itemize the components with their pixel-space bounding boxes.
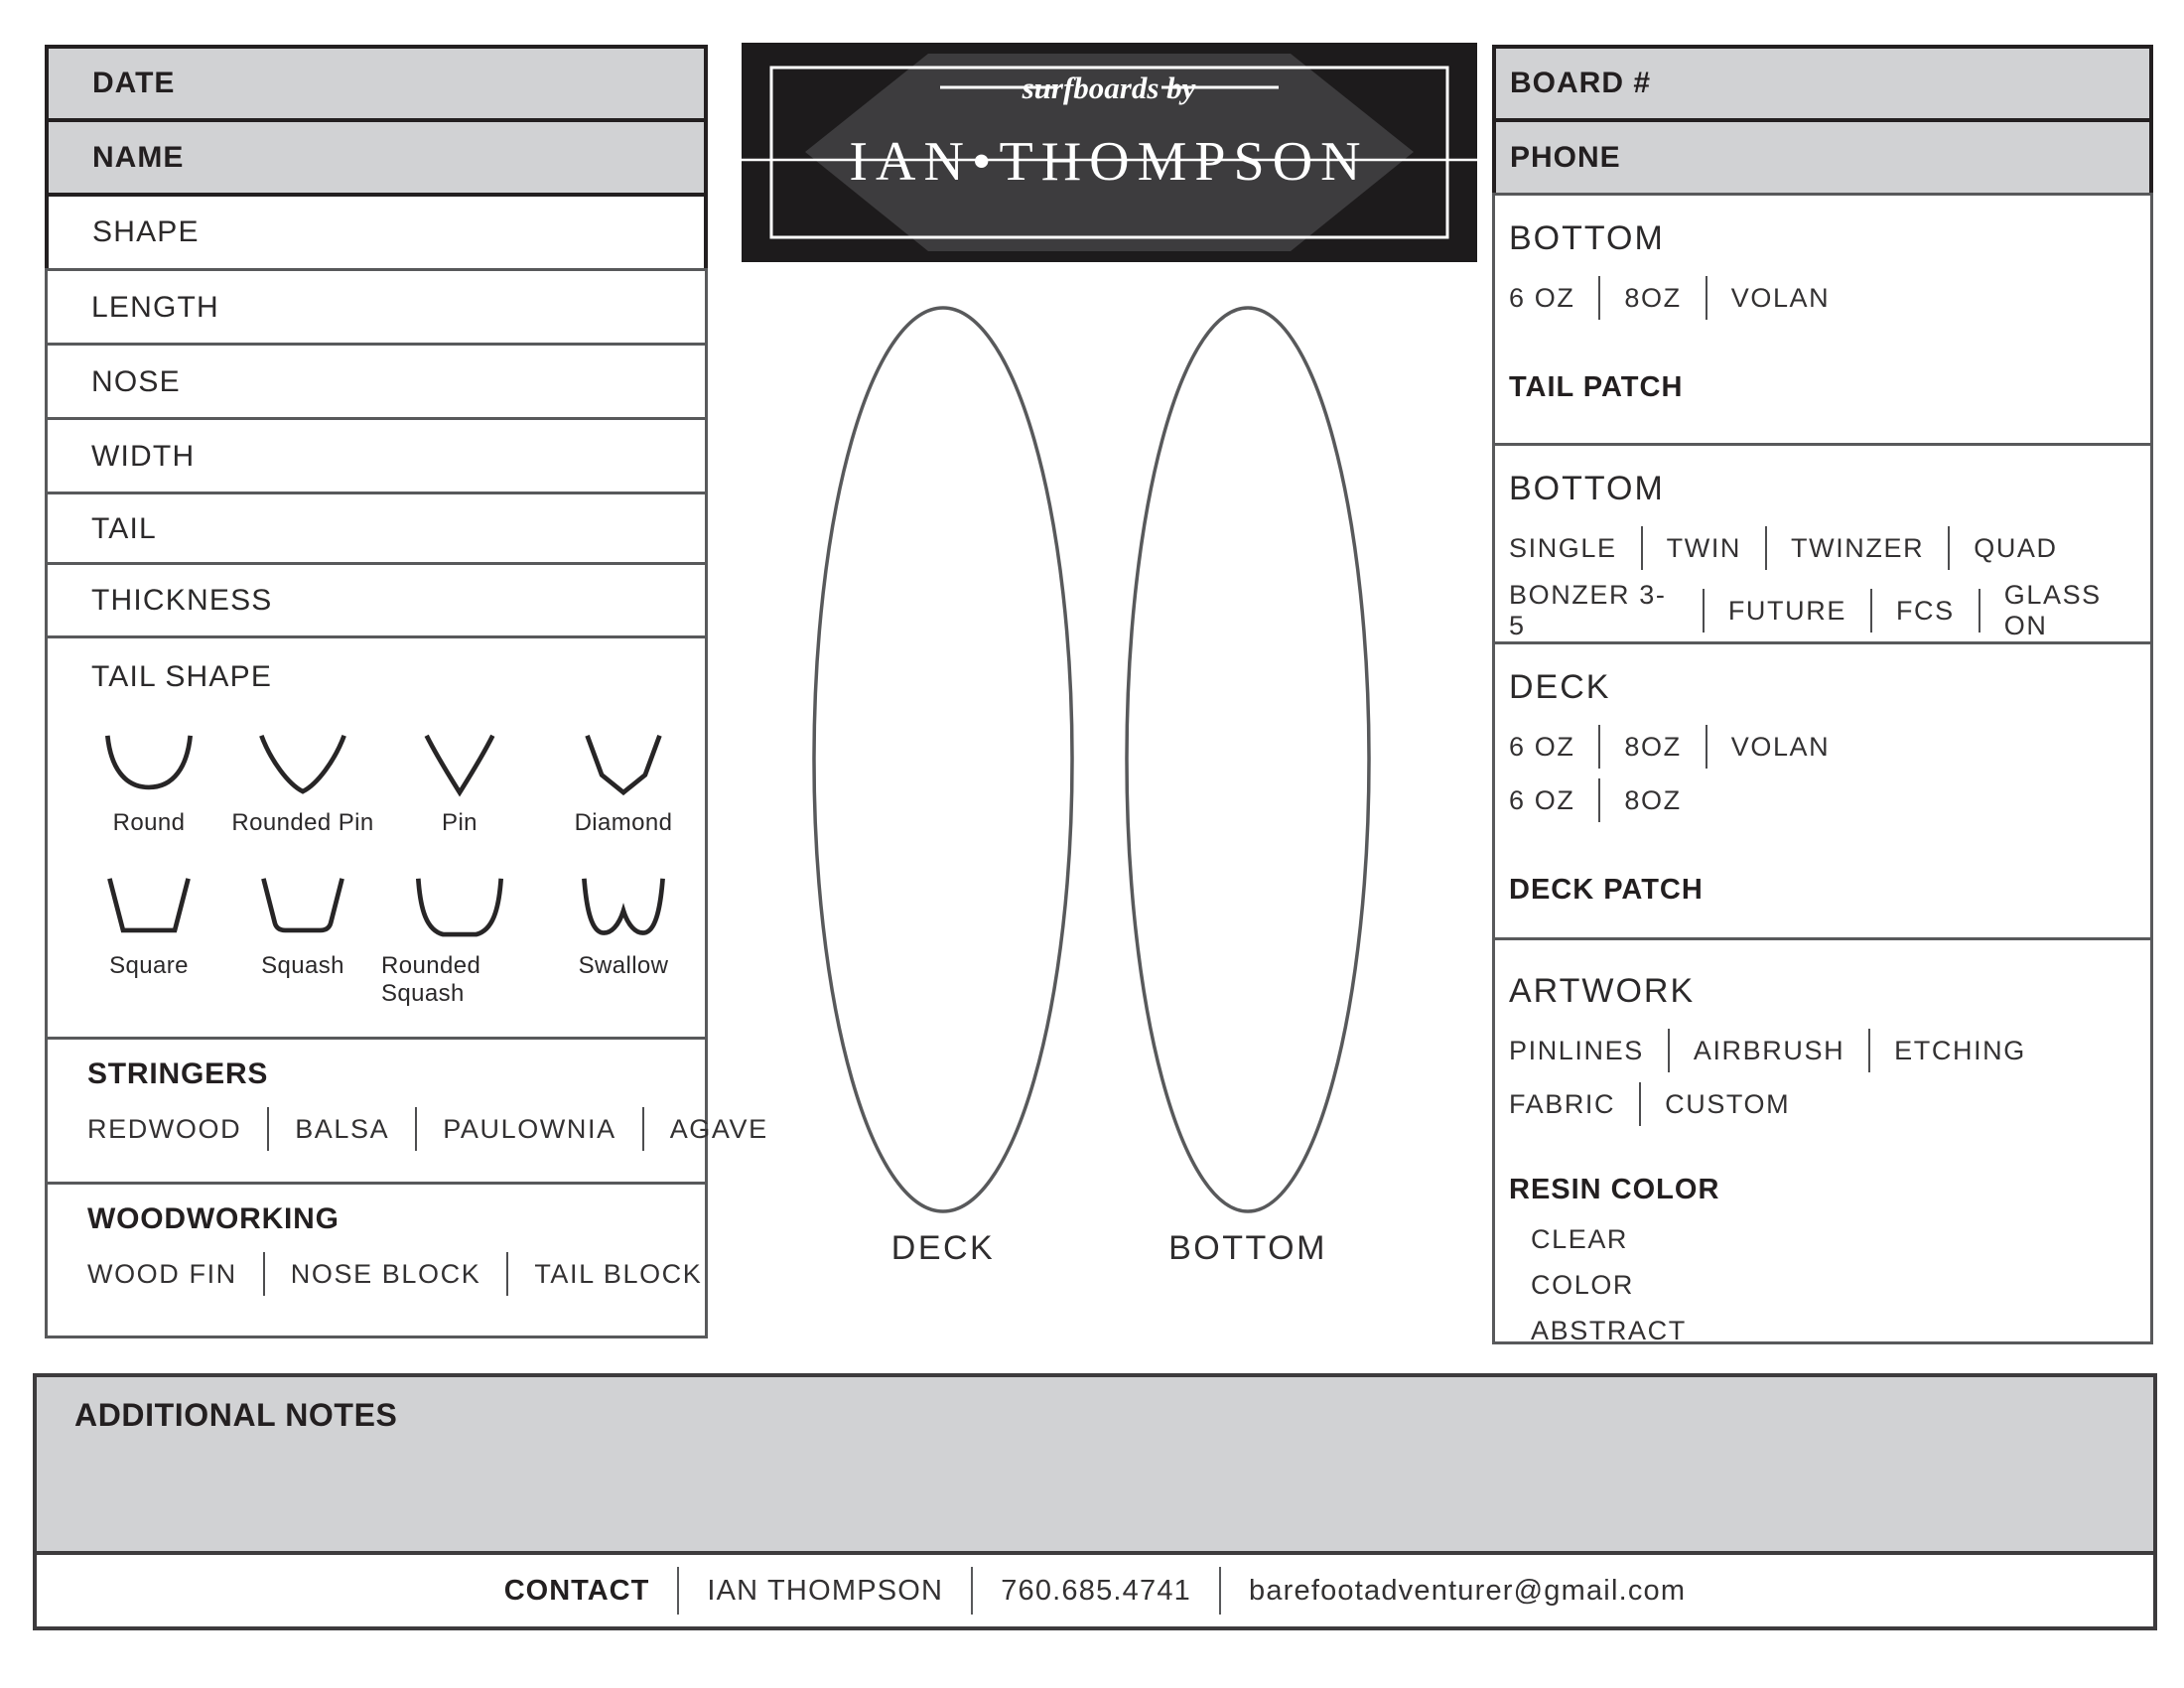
deck-title: DECK bbox=[1509, 668, 1611, 706]
divider bbox=[1979, 589, 1980, 633]
tail-shape-option-rounded-pin[interactable] bbox=[224, 732, 381, 837]
stringers-title: STRINGERS bbox=[87, 1057, 269, 1090]
tail-shape-label: TAIL SHAPE bbox=[91, 660, 273, 693]
deck-glass-section bbox=[1492, 641, 2153, 941]
divider bbox=[677, 1567, 679, 1615]
rounded-pin-tail-icon bbox=[253, 732, 352, 797]
stringer-option[interactable]: BALSA bbox=[295, 1113, 390, 1144]
stringers-section bbox=[45, 1037, 768, 1186]
bottom-glass-section bbox=[1492, 193, 2153, 447]
resin-color-label: RESIN COLOR bbox=[1509, 1174, 1720, 1205]
tail-shape-option-label: Round bbox=[112, 809, 186, 836]
date-field[interactable] bbox=[45, 45, 708, 122]
bottom-outline bbox=[1127, 308, 1369, 1211]
fin-system-options bbox=[1509, 580, 2150, 641]
additional-notes-label: ADDITIONAL NOTES bbox=[74, 1397, 398, 1433]
nose-label: NOSE bbox=[91, 364, 181, 398]
bottom-glass-options bbox=[1509, 276, 2150, 320]
glass-option[interactable]: 6 OZ bbox=[1509, 282, 1575, 313]
shape-field[interactable] bbox=[45, 193, 708, 272]
divider bbox=[1870, 589, 1872, 633]
divider bbox=[1703, 589, 1705, 633]
tail-shape-option-label: Rounded Pin bbox=[231, 809, 374, 836]
divider bbox=[642, 1107, 644, 1151]
woodworking-section bbox=[45, 1182, 708, 1338]
woodworking-option[interactable]: WOOD FIN bbox=[87, 1258, 237, 1289]
contact-phone: 760.685.4741 bbox=[1001, 1574, 1191, 1607]
fin-option[interactable]: FUTURE bbox=[1727, 595, 1846, 626]
right-column bbox=[1492, 45, 2153, 1344]
artwork-option[interactable]: FABRIC bbox=[1509, 1088, 1616, 1119]
tail-field[interactable] bbox=[45, 492, 708, 566]
tail-shape-option-label: Rounded Squash bbox=[381, 952, 481, 1007]
brand-logo-graphic bbox=[742, 43, 1477, 262]
left-column bbox=[45, 45, 768, 1338]
fin-option[interactable]: TWIN bbox=[1666, 532, 1742, 563]
tail-shape-option-label: Swallow bbox=[578, 952, 669, 979]
woodworking-title: WOODWORKING bbox=[87, 1202, 340, 1235]
fin-option[interactable]: QUAD bbox=[1974, 532, 2058, 563]
name-field[interactable] bbox=[45, 118, 708, 197]
bottom-diagram-label: BOTTOM bbox=[1168, 1229, 1327, 1267]
fin-option[interactable]: FCS bbox=[1895, 595, 1955, 626]
fin-setup-options bbox=[1509, 526, 2150, 570]
divider bbox=[1706, 276, 1707, 320]
tail-shape-option-label: Square bbox=[109, 952, 189, 979]
tail-shape-option-pin[interactable] bbox=[381, 732, 538, 837]
contact-email: barefootadventurer@gmail.com bbox=[1249, 1574, 1687, 1607]
stringers-options bbox=[87, 1107, 768, 1151]
squash-tail-icon bbox=[253, 875, 352, 940]
divider bbox=[263, 1252, 265, 1296]
fin-option[interactable]: TWINZER bbox=[1791, 532, 1925, 563]
tail-shape-option-label: Diamond bbox=[574, 809, 673, 836]
name-label: NAME bbox=[92, 140, 185, 174]
length-field[interactable] bbox=[45, 268, 708, 347]
contact-bar bbox=[37, 1551, 2153, 1626]
rounded-squash-tail-icon bbox=[410, 875, 509, 940]
glass-option[interactable]: 8OZ bbox=[1624, 784, 1682, 815]
resin-color-options bbox=[1509, 1216, 2150, 1353]
divider bbox=[1598, 778, 1600, 822]
width-label: WIDTH bbox=[91, 439, 196, 473]
tail-shape-option-rounded-squash[interactable] bbox=[381, 875, 538, 1008]
deck-patch-label[interactable]: DECK PATCH bbox=[1509, 874, 1704, 906]
glass-option[interactable]: 8OZ bbox=[1624, 282, 1682, 313]
deck-outline bbox=[814, 308, 1072, 1211]
divider bbox=[971, 1567, 973, 1615]
tail-patch-label[interactable]: TAIL PATCH bbox=[1509, 371, 1684, 403]
board-number-field[interactable] bbox=[1492, 45, 2153, 122]
stringer-option[interactable]: PAULOWNIA bbox=[443, 1113, 616, 1144]
tail-label: TAIL bbox=[91, 511, 157, 545]
diamond-tail-icon bbox=[574, 732, 673, 797]
divider bbox=[1219, 1567, 1221, 1615]
tail-shape-option-diamond[interactable] bbox=[538, 732, 709, 837]
fin-option[interactable]: SINGLE bbox=[1509, 532, 1617, 563]
divider bbox=[506, 1252, 508, 1296]
swallow-tail-icon bbox=[574, 875, 673, 940]
thickness-label: THICKNESS bbox=[91, 584, 273, 617]
nose-field[interactable] bbox=[45, 343, 708, 421]
date-label: DATE bbox=[92, 67, 176, 99]
tail-shape-option-swallow[interactable] bbox=[538, 875, 709, 1008]
board-outline-diagrams bbox=[794, 298, 1390, 1221]
pin-tail-icon bbox=[410, 732, 509, 797]
artwork-option[interactable]: AIRBRUSH bbox=[1693, 1035, 1845, 1065]
round-tail-icon bbox=[99, 732, 199, 797]
artwork-options-2 bbox=[1509, 1082, 2150, 1126]
bottom-glass-title: BOTTOM bbox=[1509, 219, 1665, 257]
tail-shape-option-label: Pin bbox=[442, 809, 478, 836]
thickness-field[interactable] bbox=[45, 562, 708, 639]
width-field[interactable] bbox=[45, 417, 708, 495]
divider bbox=[415, 1107, 417, 1151]
additional-notes-field[interactable] bbox=[37, 1377, 2153, 1551]
deck-diagram-label: DECK bbox=[890, 1229, 996, 1267]
deck-glass-options-2 bbox=[1509, 778, 2150, 822]
bottom-fin-title: BOTTOM bbox=[1509, 470, 1665, 507]
board-number-label: BOARD # bbox=[1510, 67, 1652, 99]
shape-label: SHAPE bbox=[92, 215, 200, 248]
tail-shape-option-round[interactable] bbox=[73, 732, 224, 837]
stringer-option[interactable]: AGAVE bbox=[669, 1113, 768, 1144]
fin-option[interactable]: GLASS ON bbox=[2003, 580, 2102, 640]
tail-shape-section bbox=[45, 635, 708, 1041]
woodworking-option[interactable]: TAIL BLOCK bbox=[534, 1258, 703, 1289]
divider bbox=[1639, 1082, 1641, 1126]
resin-option[interactable]: COLOR bbox=[1531, 1270, 1635, 1300]
woodworking-options bbox=[87, 1252, 705, 1296]
notes-and-contact bbox=[33, 1373, 2157, 1630]
artwork-section bbox=[1492, 937, 2153, 1344]
divider bbox=[1668, 1029, 1670, 1072]
fin-option[interactable]: BONZER 3-5 bbox=[1509, 580, 1667, 640]
resin-option[interactable]: ABSTRACT bbox=[1531, 1316, 1687, 1345]
logo-tagline: surfboards by bbox=[1022, 70, 1196, 105]
divider bbox=[1948, 526, 1950, 570]
glass-option[interactable]: 8OZ bbox=[1624, 731, 1682, 762]
divider bbox=[1598, 725, 1600, 769]
tail-shape-option-squash[interactable] bbox=[224, 875, 381, 1008]
divider bbox=[267, 1107, 269, 1151]
tail-shape-option-label: Squash bbox=[261, 952, 344, 979]
tail-shape-option-square[interactable] bbox=[73, 875, 224, 1008]
glass-option[interactable]: 6 OZ bbox=[1509, 784, 1575, 815]
artwork-option[interactable]: PINLINES bbox=[1509, 1035, 1644, 1065]
glass-option[interactable]: VOLAN bbox=[1730, 731, 1831, 762]
artwork-options-1 bbox=[1509, 1029, 2150, 1072]
artwork-option[interactable]: CUSTOM bbox=[1665, 1088, 1791, 1119]
phone-label: PHONE bbox=[1510, 140, 1621, 174]
glass-option[interactable]: VOLAN bbox=[1730, 282, 1831, 313]
divider bbox=[1868, 1029, 1870, 1072]
deck-glass-options-1 bbox=[1509, 725, 2150, 769]
square-tail-icon bbox=[99, 875, 199, 940]
artwork-option[interactable]: ETCHING bbox=[1894, 1035, 2026, 1065]
divider bbox=[1706, 725, 1707, 769]
bottom-fin-section bbox=[1492, 443, 2153, 645]
resin-option[interactable]: CLEAR bbox=[1531, 1224, 1629, 1254]
stringer-option[interactable]: REDWOOD bbox=[87, 1113, 242, 1144]
logo-name: IAN•THOMPSON bbox=[849, 131, 1369, 193]
phone-field[interactable] bbox=[1492, 118, 2153, 197]
tail-shape-grid bbox=[48, 732, 705, 1008]
divider bbox=[1765, 526, 1767, 570]
divider bbox=[1598, 276, 1600, 320]
divider bbox=[1641, 526, 1643, 570]
glass-option[interactable]: 6 OZ bbox=[1509, 731, 1575, 762]
woodworking-option[interactable]: NOSE BLOCK bbox=[290, 1258, 481, 1289]
contact-name: IAN THOMPSON bbox=[707, 1574, 944, 1607]
length-label: LENGTH bbox=[91, 290, 219, 324]
contact-label: CONTACT bbox=[503, 1574, 650, 1607]
brand-logo bbox=[742, 43, 1477, 262]
artwork-title: ARTWORK bbox=[1509, 972, 1696, 1010]
